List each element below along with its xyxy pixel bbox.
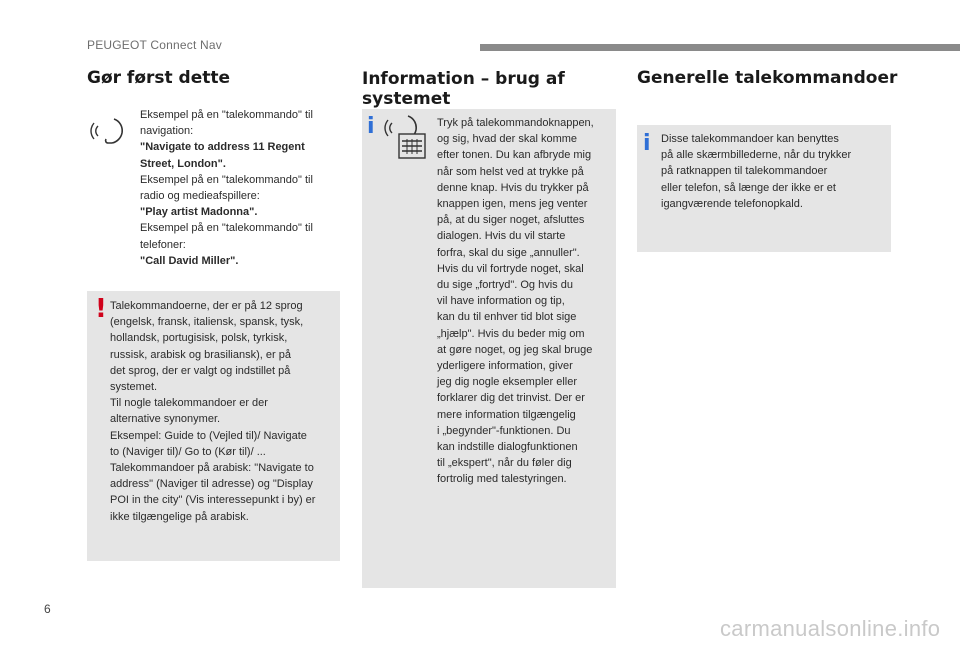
text-line: på, at du siger noget, afsluttes: [437, 214, 585, 227]
text-line: fortrolig med talestyringen.: [437, 473, 567, 486]
text-line: Tryk på talekommandoknappen,: [437, 117, 594, 129]
info-icon: i: [643, 131, 651, 156]
page-number: 6: [44, 602, 51, 616]
text-line: kan du til enhver tid blot sige: [437, 311, 577, 324]
text-line: POI in the city" (Vis interessepunkt i by) er: [110, 494, 316, 507]
watermark: carmanualsonline.info: [720, 616, 941, 641]
text-line: to (Naviger til)/ Go to (Kør til)/ ...: [110, 445, 266, 458]
text-line: forklarer dig det trinvist. Der er: [437, 392, 585, 405]
text-line: mere information tilgængelig: [437, 408, 576, 421]
text-line: på alle skærmbillederne, når du trykker: [661, 149, 852, 162]
text-line: Street, London".: [140, 157, 226, 170]
text-line: telefoner:: [140, 238, 186, 251]
text-line: russisk, arabisk og brasiliansk), er på: [110, 348, 291, 361]
text-line: igangværende telefonopkald.: [661, 197, 803, 210]
text-line: yderligere information, giver: [437, 360, 573, 373]
text-line: du sige „fortryd". Og hvis du: [437, 279, 573, 292]
section-heading-information: [362, 69, 602, 109]
text-line: kan indstille dialogfunktionen: [437, 441, 578, 454]
text-line: Eksempel på en "talekommando" til: [140, 173, 313, 186]
voice-command-icon: [90, 116, 126, 146]
text-line: (engelsk, fransk, italiensk, spansk, tysk,: [110, 316, 304, 329]
text-line: alternative synonymer.: [110, 413, 221, 426]
text-line: Eksempel på en "talekommando" til: [140, 109, 313, 121]
text-line: i „begynder"-funktionen. Du: [437, 424, 571, 437]
general-text: [661, 131, 889, 212]
text-line: efter tonen. Du kan afbryde mig: [437, 149, 592, 162]
text-line: og sig, hvad der skal komme: [437, 133, 578, 146]
heading-line-1: Information – brug af: [362, 69, 565, 89]
text-line: "Play artist Madonna".: [140, 206, 258, 219]
heading-line-2: systemet: [362, 89, 451, 109]
text-line: Eksempel: Guide to (Vejled til)/ Navigate: [110, 429, 307, 442]
text-line: Talekommandoerne, der er på 12 sprog: [110, 300, 303, 312]
text-line: "Call David Miller".: [140, 254, 239, 267]
text-line: radio og medieafspillere:: [140, 190, 260, 203]
text-line: systemet.: [110, 381, 158, 394]
text-line: knappen igen, mens jeg venter: [437, 198, 588, 211]
text-line: vil have information og tip,: [437, 295, 565, 308]
header-title: PEUGEOT Connect Nav: [87, 38, 222, 52]
text-line: eller telefon, så længe der ikke er et: [661, 181, 836, 194]
text-line: „hjælp". Hvis du beder mig om: [437, 327, 585, 340]
info-icon: i: [367, 114, 375, 139]
text-line: på ratknappen til talekommandoer: [661, 165, 828, 178]
section-heading-general: Generelle talekommandoer: [637, 68, 898, 88]
warning-icon: !: [95, 294, 107, 324]
text-line: navigation:: [140, 125, 194, 138]
text-line: til „ekspert", når du føler dig: [437, 457, 572, 470]
usage-text: [437, 115, 613, 488]
text-line: dialogen. Hvis du vil starte: [437, 230, 566, 243]
warning-text: [110, 298, 338, 525]
keypad-icon: [398, 133, 426, 159]
text-line: Hvis du vil fortryde noget, skal: [437, 262, 584, 275]
example-commands: [140, 107, 340, 269]
section-heading-first: Gør først dette: [87, 68, 231, 88]
text-line: det sprog, der er valgt og indstillet på: [110, 364, 291, 377]
text-line: forfra, skal du sige „annuller".: [437, 246, 580, 259]
text-line: "Navigate to address 11 Regent: [140, 141, 305, 154]
text-line: jeg dig nogle eksempler eller: [437, 376, 578, 389]
text-line: denne knap. Hvis du trykker på: [437, 181, 589, 194]
text-line: når som helst ved at trykke på: [437, 165, 584, 178]
header-bar: [480, 44, 960, 51]
text-line: address" (Naviger til adresse) og "Display: [110, 478, 313, 491]
text-line: at gøre noget, og jeg skal bruge: [437, 343, 593, 356]
text-line: Til nogle talekommandoer er der: [110, 397, 268, 410]
text-line: hollandsk, portugisisk, polsk, tyrkisk,: [110, 332, 288, 345]
text-line: ikke tilgængelige på arabisk.: [110, 510, 249, 523]
text-line: Talekommandoer på arabisk: "Navigate to: [110, 462, 314, 475]
text-line: Eksempel på en "talekommando" til: [140, 222, 313, 235]
text-line: Disse talekommandoer kan benyttes: [661, 133, 839, 145]
